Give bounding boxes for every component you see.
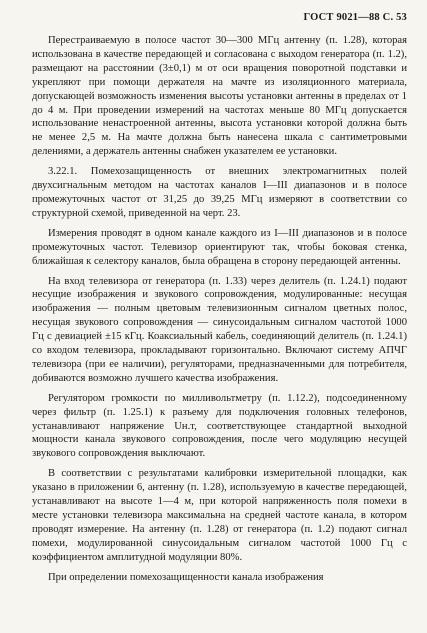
paragraph-measurement-setup: Измерения проводят в одном канале каждого из I—III диапазонов и в полосе промежуточных частот. Телевизор ориентируют так, чтобы боковая стенка, ближайшая к селектору каналов, была обращена в сторону передающей антенны. bbox=[32, 227, 407, 267]
paragraph-volume-regulator: Регулятором громкости по милливольтметру (п. 1.12.2), подсоединенному через фильтр (п. 1.25.1) к разъему для подключения головных телефонов, устанавливают напряжение Uн.т, соответствующее стандартной выходной мощности канала звукового сопровождения, после чего модуляцию несущей звукового сопровождения выключают. bbox=[32, 392, 407, 460]
paragraph-image-channel: При определении помехозащищенности канала изображения bbox=[48, 571, 324, 583]
page-header: ГОСТ 9021—88 С. 53 bbox=[303, 12, 407, 23]
paragraph-generator-input: На вход телевизора от генератора (п. 1.33) через делитель (п. 1.24.1) подают несущие изображения и звукового сопровождения, модулированные: несущая изображения — полным цветовым телевизионным сигналом цветных полос, несущая звукового сопровождения — синусоидальным сигналом частотой 1000 Гц с девиацией ±15 кГц. Коаксиальный кабель, соединяющий делитель (п. 1.24.1) со входом телевизора, прокладывают горизонтально. Включают систему АПЧГ телевизора (при ее наличии), регуляторами, предназначенными для потребителя, добиваются возможно лучшего качества изображения. bbox=[32, 275, 407, 384]
paragraph-calibration: В соответствии с результатами калибровки измерительной площадки, как указано в приложении 6, антенну (п. 1.28), используемую в качестве передающей, устанавливают на высоте 1—4 м, при которой напряженность поля помехи в месте установки телевизора максимальна на средней частоте канала, в котором проводят измерение. На антенну (п. 1.28) от генератора (п. 1.2) подают сигнал помехи, модулированной синусоидальным сигналом частотой 1000 Гц с коэффициентом амплитудной модуляции 80%. bbox=[32, 468, 407, 563]
paragraph-antenna-placement: Перестраиваемую в полосе частот 30—300 МГц антенну (п. 1.28), которая использована в качестве передающей и согласована с выходом генератора (п. 1.2), размещают на расстоянии (3±0,1) м от оси вращения поворотной подставки и укрепляют при помощи держателя на мачте из изоляционного материала, допускающей возможность изменения высоты установки антенны в пределах от 1 до 4 м. При проведении измерений на частотах меньше 80 МГц допускается использование ненастроенной антенны, высота установки которой должна быть не менее 2,5 м. На мачте должна быть нанесена шкала с сантиметровыми делениями, а держатель антенны снабжен указателем ее установки. bbox=[32, 35, 407, 158]
paragraph-3-22-1: 3.22.1. Помехозащищенность от внешних электромагнитных полей двухсигнальным методом на частотах каналов I—III диапазонов и в полосе промежуточных частот от 31,25 до 39,25 МГц измеряют в соответствии со структурной схемой, приведенной на черт. 23. bbox=[32, 166, 407, 219]
